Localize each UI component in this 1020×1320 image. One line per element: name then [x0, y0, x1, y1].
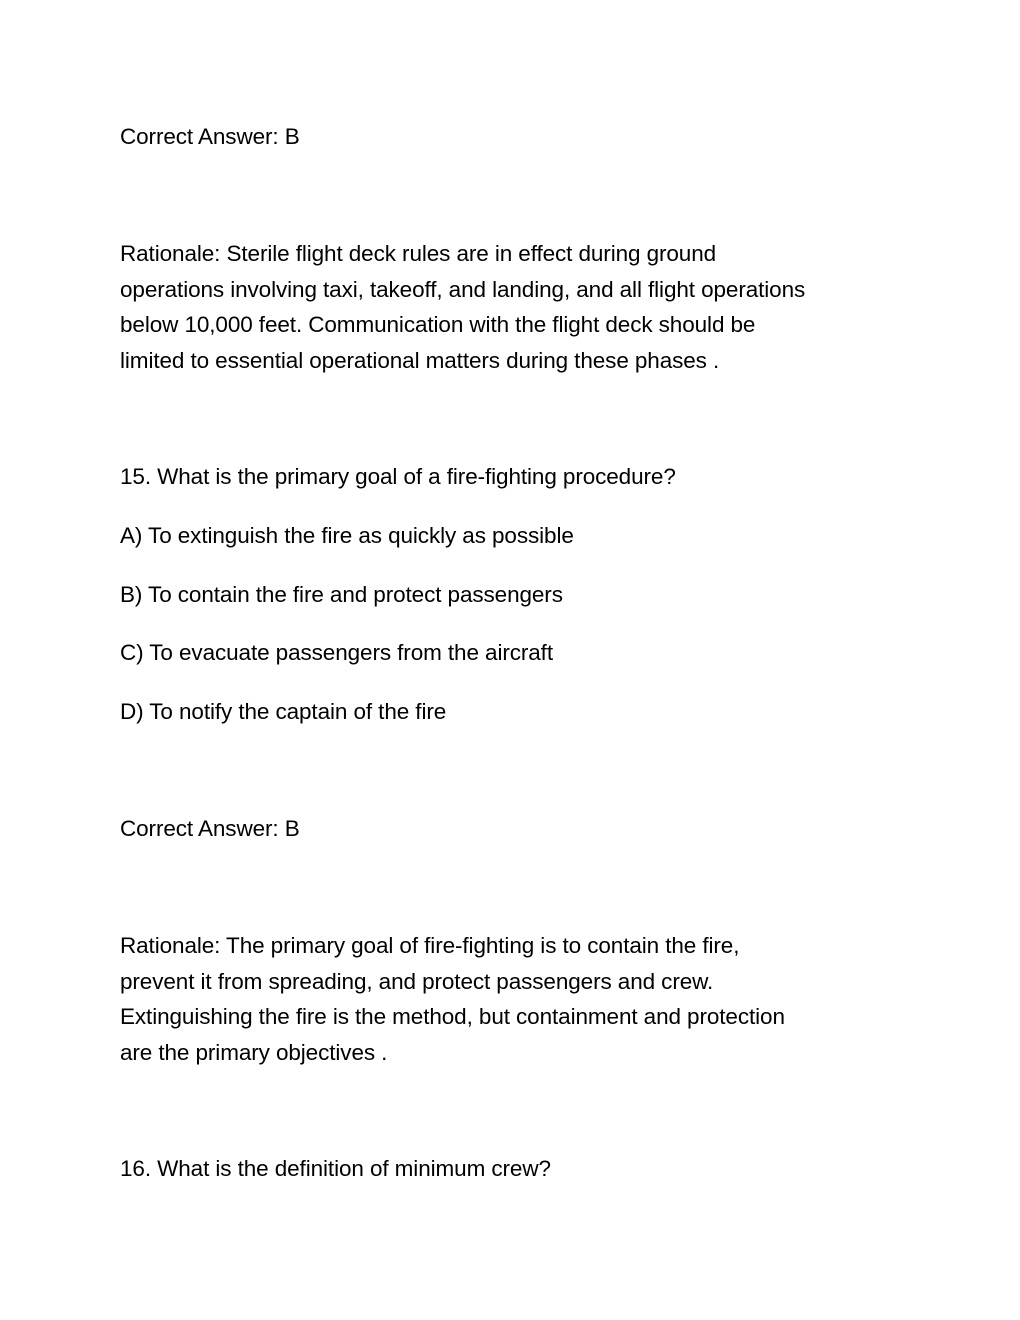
rationale-14-line-2: operations involving taxi, takeoff, and landing, and all flight operations	[120, 276, 806, 302]
question-15-option-d: D) To notify the captain of the fire	[120, 699, 447, 724]
question-15-text: 15. What is the primary goal of a fire-fighting procedure?	[120, 464, 676, 489]
rationale-14-line-3: below 10,000 feet. Communication with the flight deck should be	[120, 312, 756, 337]
question-16-text: 16. What is the definition of minimum crew?	[120, 1156, 551, 1181]
rationale-15-line-3: Extinguishing the fire is the method, but containment and protection	[120, 1004, 785, 1029]
rationale-14-line-1: Rationale: Sterile flight deck rules are in effect during ground	[120, 241, 717, 266]
question-15-option-b: B) To contain the fire and protect passengers	[120, 582, 563, 607]
question-15-option-c: C) To evacuate passengers from the aircraft	[120, 640, 553, 665]
rationale-14-line-4: limited to essential operational matters during these phases .	[120, 347, 720, 373]
question-15-option-a: A) To extinguish the fire as quickly as possible	[120, 523, 574, 548]
correct-answer-14: Correct Answer: B	[120, 124, 300, 149]
rationale-15-line-2: prevent it from spreading, and protect passengers and crew.	[120, 968, 714, 994]
rationale-15-line-1: Rationale: The primary goal of fire-fighting is to contain the fire,	[120, 933, 740, 958]
rationale-15-line-4: are the primary objectives .	[120, 1039, 388, 1065]
correct-answer-15: Correct Answer: B	[120, 816, 300, 841]
